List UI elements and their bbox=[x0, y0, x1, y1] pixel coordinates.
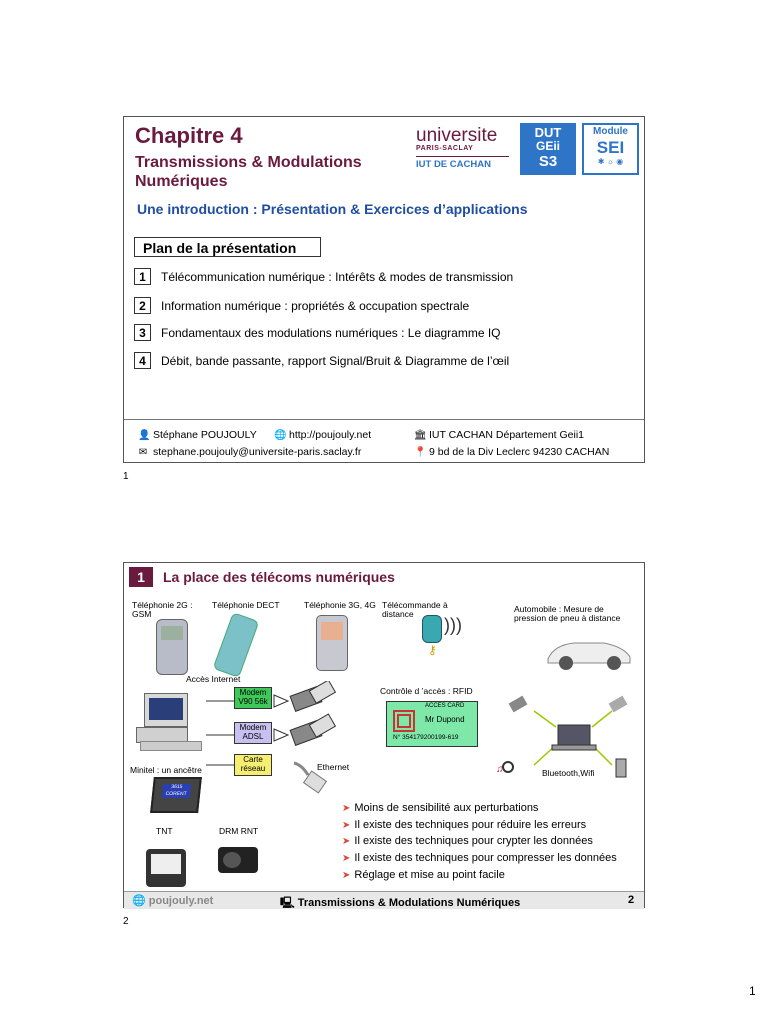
modem-v90: Modem V90 56k bbox=[234, 687, 272, 709]
arrow-icon: ➤ bbox=[342, 852, 351, 864]
footer-address bbox=[414, 446, 609, 458]
footer-institution bbox=[414, 429, 584, 441]
plan-item-text: Débit, bande passante, rapport Signal/Bruit & Diagramme de l’œil bbox=[161, 353, 510, 368]
slide2-footer bbox=[124, 891, 644, 909]
label-ethernet: Ethernet bbox=[317, 762, 350, 772]
bullet-item bbox=[342, 852, 617, 864]
monitor-icon: 🖳 bbox=[280, 897, 295, 909]
minitel-screen: 3615 CORENT bbox=[162, 784, 191, 798]
footer-site[interactable] bbox=[132, 894, 213, 907]
plan-item bbox=[134, 324, 501, 341]
logo-iut: IUT DE CACHAN bbox=[416, 156, 509, 170]
chapter-subtitle: Transmissions & Modulations Numériques bbox=[135, 154, 362, 190]
minitel-image bbox=[150, 777, 202, 813]
label-dect: Téléphonie DECT bbox=[212, 600, 280, 610]
website-link[interactable]: http://poujouly.net bbox=[289, 429, 372, 441]
music-note-icon: ♫ bbox=[496, 764, 504, 775]
envelope-icon: ✉ bbox=[138, 446, 148, 458]
bullet-item bbox=[342, 819, 586, 831]
bullet-item bbox=[342, 869, 505, 881]
bullet-text: Réglage et mise au point facile bbox=[354, 869, 505, 881]
label-rfid: Contrôle d ’accès : RFID bbox=[380, 686, 473, 696]
footer-website[interactable] bbox=[274, 429, 371, 441]
plan-item bbox=[134, 352, 509, 369]
arrow-icon: ➤ bbox=[342, 835, 351, 847]
plan-item-text: Fondamentaux des modulations numériques : Le diagramme IQ bbox=[161, 325, 501, 340]
email-link[interactable]: stephane.poujouly@universite-paris.saclay.fr bbox=[153, 446, 362, 458]
gsm-phone-image bbox=[156, 619, 188, 675]
bullet-item bbox=[342, 835, 593, 847]
bullet-item bbox=[342, 802, 538, 814]
label-minitel: Minitel : un ancêtre bbox=[130, 765, 202, 775]
plan-item-number: 3 bbox=[134, 324, 151, 341]
label-tnt: TNT bbox=[156, 826, 173, 836]
rfid-card-title: ACCES CARD bbox=[425, 703, 465, 709]
slide1-footer bbox=[124, 419, 644, 464]
arrow-icon: ➤ bbox=[342, 869, 351, 881]
sei-icons: ✱ ☼ ◉ bbox=[597, 157, 624, 166]
footer-email[interactable] bbox=[138, 446, 361, 458]
network-card: Carte réseau bbox=[234, 754, 272, 776]
footer-author bbox=[138, 429, 257, 441]
institution-name: IUT CACHAN Département Geii1 bbox=[429, 429, 585, 441]
plan-item bbox=[134, 268, 513, 285]
chapter-title: Chapitre 4 bbox=[135, 123, 243, 148]
label-drm: DRM RNT bbox=[219, 826, 259, 836]
computer-image bbox=[134, 691, 206, 751]
logo-dut: DUT bbox=[534, 125, 562, 140]
footer-page-number: 2 bbox=[628, 894, 635, 906]
radio-image bbox=[218, 847, 258, 873]
rfid-card-name: Mr Dupond bbox=[425, 715, 465, 724]
logo-module: Module bbox=[593, 126, 628, 137]
slide2-title: La place des télécoms numériques bbox=[163, 569, 395, 585]
logo-s3: S3 bbox=[538, 153, 558, 170]
slide2-page-number: 2 bbox=[123, 916, 129, 927]
document-page-number: 1 bbox=[749, 984, 756, 998]
label-auto: Automobile : Mesure de pression de pneu à distance bbox=[514, 604, 621, 623]
dut-geii-logo bbox=[520, 123, 576, 175]
ethernet-cable-image bbox=[292, 761, 332, 797]
intro-text: Une introduction : Présentation & Exercices d’applications bbox=[137, 201, 528, 217]
building-icon: 🏛 bbox=[414, 429, 427, 441]
arrow-icon: ➤ bbox=[342, 819, 351, 831]
globe-icon: 🌐 bbox=[274, 429, 287, 441]
logo-geii: GEii bbox=[535, 139, 560, 153]
slide1-page-number: 1 bbox=[123, 471, 129, 482]
slide2-header bbox=[129, 567, 395, 587]
3g-phone-image bbox=[316, 615, 348, 671]
bullet-text: Il existe des techniques pour compresser les données bbox=[354, 852, 617, 864]
label-bluetooth: Bluetooth,Wifi bbox=[542, 768, 595, 778]
user-icon: 👤 bbox=[138, 429, 151, 441]
tv-image bbox=[146, 849, 186, 887]
logo-sei: SEI bbox=[596, 138, 625, 157]
arrow-icon: ➤ bbox=[342, 802, 351, 814]
dect-phone-image bbox=[213, 612, 260, 678]
module-sei-logo bbox=[582, 123, 639, 175]
author-name: Stéphane POUJOULY bbox=[153, 429, 257, 441]
label-remote: Télécommande à distance bbox=[382, 600, 448, 619]
globe-icon: 🌐 bbox=[132, 895, 146, 907]
remote-image: ))) ⚷ bbox=[422, 615, 472, 665]
plan-item bbox=[134, 297, 469, 314]
label-internet: Accès Internet bbox=[186, 674, 241, 684]
logo-univ-sub: PARIS-SACLAY bbox=[416, 145, 474, 152]
address-text: 9 bd de la Div Leclerc 94230 CACHAN bbox=[429, 446, 610, 458]
footer-site-text[interactable]: poujouly.net bbox=[148, 895, 214, 907]
plan-item-number: 2 bbox=[134, 297, 151, 314]
car-image bbox=[544, 631, 634, 671]
rfid-card-number: N° 354179200199-619 bbox=[393, 734, 459, 741]
plan-item-text: Information numérique : propriétés & occupation spectrale bbox=[161, 298, 470, 313]
section-number: 1 bbox=[129, 567, 153, 587]
label-gsm: Téléphonie 2G : GSM bbox=[132, 600, 193, 619]
modem-adsl: Modem ADSL bbox=[234, 722, 272, 744]
logo-univ-text: universite bbox=[416, 125, 498, 146]
rfid-coil-icon bbox=[393, 710, 415, 732]
bullet-text: Il existe des techniques pour réduire les erreurs bbox=[354, 819, 587, 831]
bullet-text: Moins de sensibilité aux perturbations bbox=[354, 802, 539, 814]
plan-item-number: 1 bbox=[134, 268, 151, 285]
plan-title: Plan de la présentation bbox=[134, 237, 321, 257]
bullet-text: Il existe des techniques pour crypter les données bbox=[354, 835, 593, 847]
footer-course-text: Transmissions & Modulations Numériques bbox=[297, 897, 521, 909]
footer-course bbox=[280, 894, 520, 913]
rfid-card bbox=[386, 701, 478, 747]
plan-item-text: Télécommunication numérique : Intérêts & modes de transmission bbox=[161, 269, 514, 284]
plan-item-number: 4 bbox=[134, 352, 151, 369]
label-3g: Téléphonie 3G, 4G bbox=[304, 600, 376, 610]
universite-logo bbox=[416, 127, 509, 170]
map-marker-icon: 📍 bbox=[414, 446, 427, 458]
slide-2 bbox=[123, 562, 645, 908]
slide-1 bbox=[123, 116, 645, 463]
